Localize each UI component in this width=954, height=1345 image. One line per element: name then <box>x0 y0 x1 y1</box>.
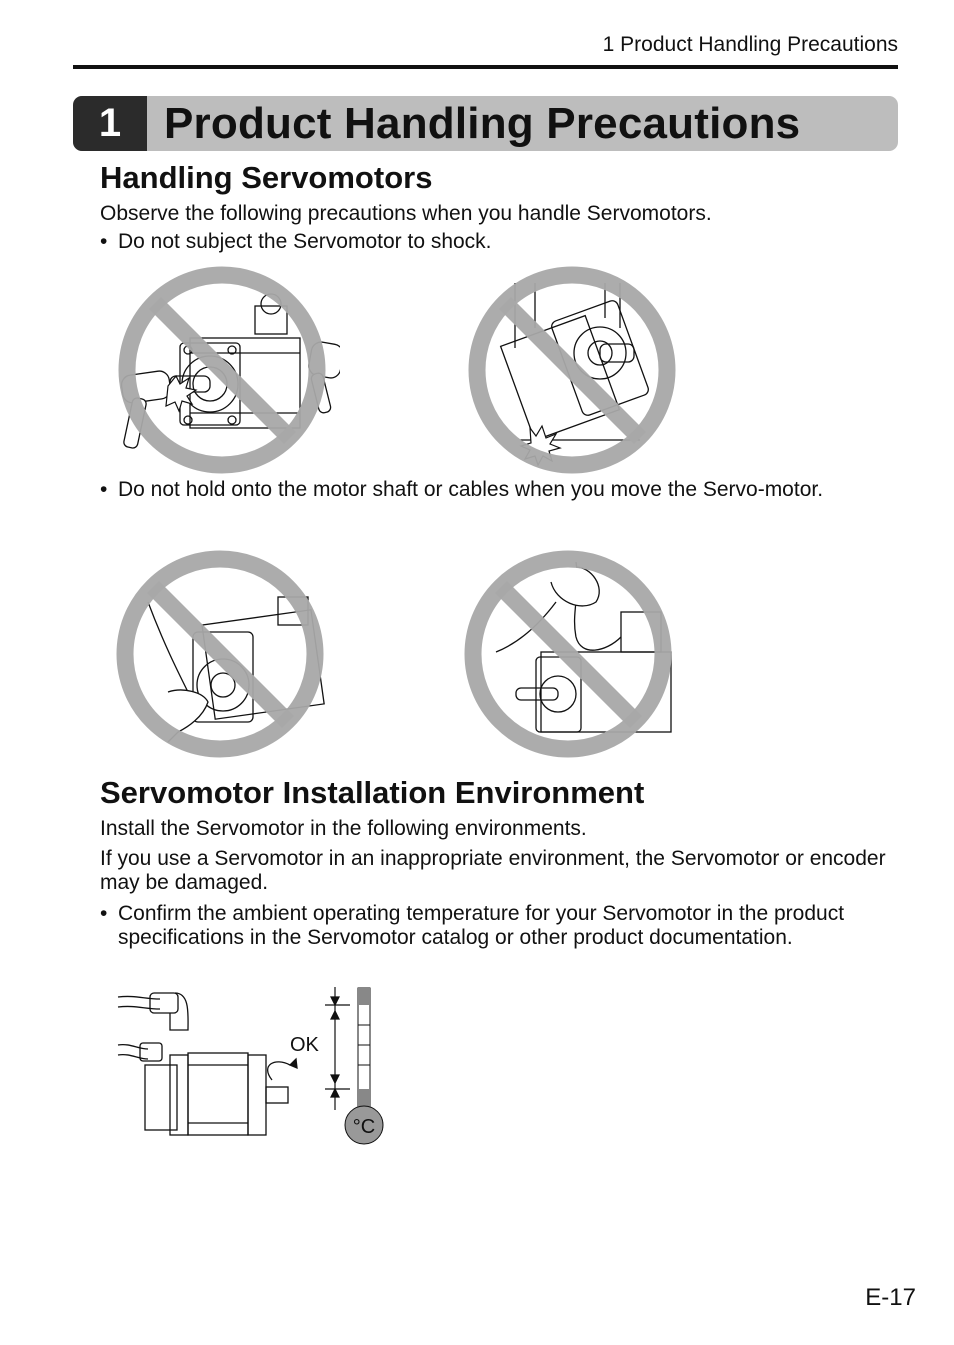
environment-para-2: If you use a Servomotor in an inappropriate environment, the Servomotor or encoder may be damaged. <box>100 847 886 894</box>
bullet-item-shaft-cables <box>100 478 890 502</box>
page-number: E-17 <box>865 1284 916 1311</box>
bullet-marker: • <box>100 230 108 253</box>
no-hold-cable-illustration <box>456 542 686 762</box>
ok-label: OK <box>290 1034 319 1056</box>
section-heading-handling: Handling Servomotors <box>100 160 433 195</box>
chapter-number: 1 <box>73 96 147 151</box>
temperature-range-illustration <box>110 985 400 1150</box>
chapter-title-bar <box>73 96 898 151</box>
falling-motor-body <box>501 316 620 441</box>
bullet-marker: • <box>100 478 108 501</box>
running-header: 1 Product Handling Precautions <box>602 33 898 56</box>
chapter-title: Product Handling Precautions <box>164 99 801 148</box>
celsius-label: °C <box>352 1116 376 1138</box>
environment-para-1: Install the Servomotor in the following environments. <box>100 817 587 840</box>
section-intro: Observe the following precautions when you handle Servomotors. <box>100 202 712 225</box>
bullet-item-temperature <box>100 902 890 950</box>
bullet-text: Do not hold onto the motor shaft or cables when you move the Servo-motor. <box>118 478 824 501</box>
bullet-text: Do not subject the Servomotor to shock. <box>118 230 492 253</box>
section-heading-environment: Servomotor Installation Environment <box>100 775 645 810</box>
no-hold-shaft-illustration <box>108 542 338 762</box>
header-rule <box>73 65 898 69</box>
bullet-item-shock <box>100 230 890 254</box>
no-impact-illustration <box>110 258 340 478</box>
bullet-marker: • <box>100 902 108 925</box>
bullet-text: Confirm the ambient operating temperature for your Servomotor in the product specifications in the Servomotor catalog or other product documentation. <box>118 902 845 949</box>
no-drop-illustration <box>460 258 690 478</box>
